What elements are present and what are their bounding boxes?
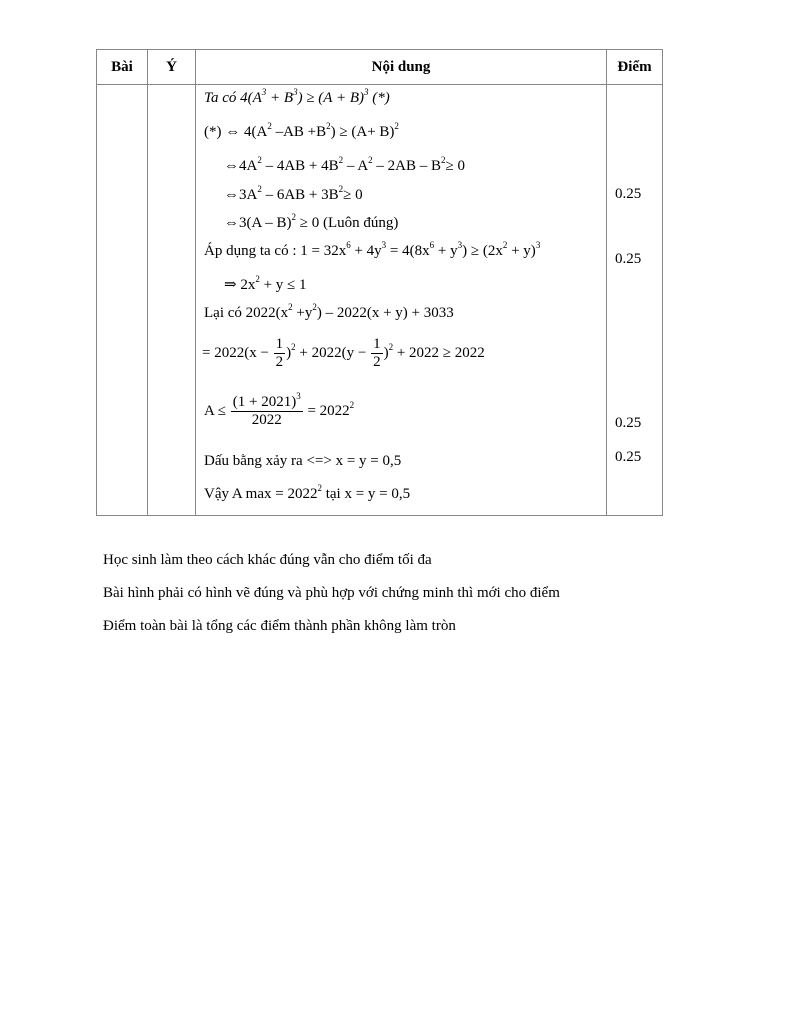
line-implies: ⇒ $2x^2 + y \le 1$ — [224, 274, 307, 293]
header-noi-dung: Nội dung — [196, 50, 607, 85]
header-bai: Bài — [97, 50, 148, 85]
score-4: 0.25 — [615, 449, 642, 465]
score-1: 0.25 — [615, 186, 642, 202]
header-diem: Điểm — [607, 50, 663, 85]
table-header-row — [97, 50, 663, 85]
fraction-half-2: $\frac{1}{2}$ — [373, 336, 381, 370]
note-total-score: Điểm toàn bài là tổng các điểm thành phần không làm tròn — [103, 618, 456, 634]
line-also: Lại có $2022(x^2 +y^2) - 2022(x + y) + 3033$ — [204, 302, 454, 321]
note-alternative-method: Học sinh làm theo cách khác đúng vẫn cho điểm tối đa — [103, 552, 432, 568]
grading-table — [96, 49, 663, 516]
line-equivalence-4: ⇔3(A – B)$^2$ ≥ 0 (Luôn đúng) — [224, 212, 399, 231]
line-conclusion: Vậy A $\max = 2022^2$ tại x = y = 0,5 — [204, 483, 411, 502]
line-equivalence-2: $\Leftrightarrow 4A^2 - 4AB + 4B^2 - A^2 - 2AB - B^2\ge 0$ — [224, 155, 465, 174]
cell-content — [196, 85, 607, 516]
fraction-bound: $\frac{(1 + 2021)^3}{2022}$ — [232, 391, 301, 428]
note-geometry-figure: Bài hình phải có hình vẽ đúng và phù hợp với chứng minh thì mới cho điểm — [103, 585, 560, 601]
line-equivalence-1: (*) ⇔ $4(A^2$ $-AB +B^2) \ge (A+ B)^2$ — [204, 121, 399, 140]
table-body-row — [97, 85, 663, 516]
score-3: 0.25 — [615, 415, 642, 431]
line-equivalence-3: $\Leftrightarrow 3A^2 - 6AB + 3B^2\ge 0$ — [224, 184, 363, 203]
fraction-half-1: $\frac{1}{2}$ — [275, 336, 284, 370]
line-apply: Áp dụng ta có : $1 = 32x^6 + 4y^3 = 4(8x^6 + y^3) \ge (2x^2 + y)^3$ — [204, 240, 541, 259]
header-y: Ý — [148, 50, 196, 85]
cell-y — [148, 85, 196, 516]
cell-bai — [97, 85, 148, 516]
line-inequality-claim: Ta có $4(A^3 + B^3) \ge (A + B)^3$ (*) — [204, 87, 390, 106]
cell-scores — [607, 85, 663, 516]
line-equality: Dấu bằng xảy ra <=> x = y = 0,5 — [204, 453, 402, 469]
score-2: 0.25 — [615, 251, 642, 267]
line-bound: A ≤ $\frac{(1 + 2021)^3}{2022}$ = $2022^2$ — [204, 391, 355, 428]
line-square-form: = 2022(x − $\frac{1}{2}$ )$^2$ + 2022(y − $\frac{1}{2}$ )$^2$ + 2022 ≥ 2022 — [202, 336, 485, 370]
